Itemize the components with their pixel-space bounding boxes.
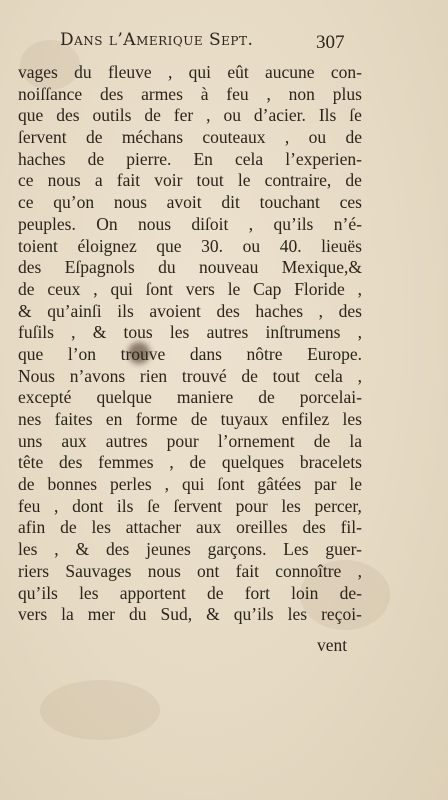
catchword: vent [317,635,348,655]
text-line: que l’on trouve dans nôtre Europe. [18,343,362,364]
text-line: uns aux autres pour l’ornement de la [18,430,362,451]
text-line: de bonnes perles , qui ſont gâtées par le [18,474,362,495]
text-line: Nous n’avons rien trouvé de tout cela , [18,365,362,386]
text-line: tête des femmes , de quelques bracelets [18,452,362,473]
text-line: de ceux , qui ſont vers le Cap Floride , [18,278,362,299]
text-line: vers la mer du Sud, & qu’ils les reçoi- [18,604,362,625]
text-line: & qu’ainſi ils avoient des haches , des [18,300,362,321]
text-line: riers Sauvages nous ont fait connoître , [18,560,362,581]
text-line: nes faites en forme de tuyaux enfilez les [18,409,362,429]
text-line: afin de les attacher aux oreilles des fil- [18,517,362,538]
text-line: ce qu’on nous avoit dit touchant ces [18,192,362,213]
paper-stain [40,680,160,740]
text-line: noiſſance des armes à feu , non plus [18,83,362,104]
running-title: Dans l’Amerique Sept. [60,30,254,50]
text-line: des Eſpagnols du nouveau Mexique,& [18,257,362,278]
body-text [12,62,362,626]
text-line: peuples. On nous diſoit , qu’ils n’é- [18,213,362,234]
text-line: vages du fleuve , qui eût aucune con- [18,62,362,82]
text-line: qu’ils les apportent de fort loin de- [18,582,362,603]
text-line: ſervent de méchans couteaux , ou de [18,127,362,148]
page-number: 307 [316,32,345,53]
text-line: fuſils , & tous les autres inſtrumens , [18,322,362,343]
text-line: toient éloignez que 30. ou 40. lieuës [18,235,362,256]
text-line: que des outils de fer , ou d’acier. Ils ſe [18,105,362,126]
text-line: ce nous a fait voir tout le contraire, de [18,170,362,191]
text-line: feu , dont ils ſe ſervent pour les percer, [18,495,362,516]
text-line: les , & des jeunes garçons. Les guer- [18,539,362,560]
text-line: excepté quelque maniere de porcelai- [18,387,362,408]
text-line: haches de pierre. En cela l’experien- [18,148,362,169]
